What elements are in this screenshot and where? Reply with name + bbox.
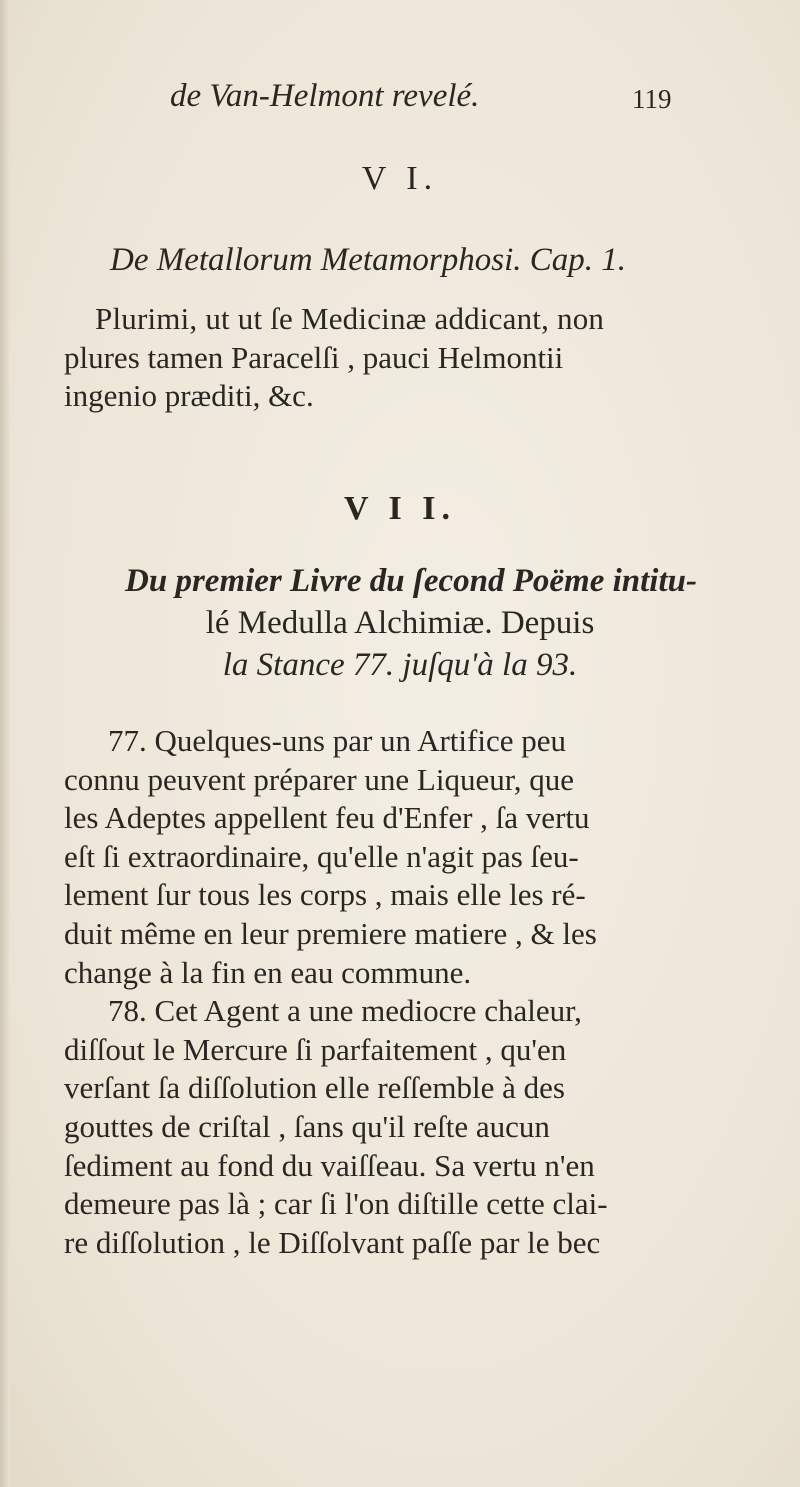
- text-line: plures tamen Paracelſi , pauci Helmontii: [64, 339, 564, 375]
- text-line: change à la fin en eau commune.: [64, 954, 472, 990]
- section-vi-title: De Metallorum Metamorphosi. Cap. 1.: [110, 242, 627, 278]
- text-line: gouttes de criſtal , ſans qu'il reſte aucun: [64, 1108, 550, 1144]
- title-line: la Stance 77. juſqu'à la 93.: [222, 647, 578, 683]
- text-line: re diſſolution , le Diſſolvant paſſe par le bec: [64, 1224, 601, 1260]
- text-line: verſant ſa diſſolution elle reſſemble à des: [64, 1070, 565, 1106]
- section-vi-text: [64, 300, 754, 416]
- text-line: les Adeptes appellent feu d'Enfer , ſa vertu: [64, 800, 590, 836]
- text-line: demeure pas là ; car ſi l'on diſtille cette clai-: [64, 1186, 608, 1222]
- text-line: ſediment au fond du vaiſſeau. Sa vertu n'en: [64, 1147, 595, 1183]
- page-number: 119: [632, 84, 672, 114]
- text-line: connu peuvent préparer une Liqueur, que: [64, 761, 575, 797]
- section-vi-heading: V I.: [361, 160, 439, 197]
- section-vii-heading: V I I.: [344, 490, 456, 527]
- section-vii-title: [30, 560, 770, 686]
- text-line: 77. Quelques-uns par un Artifice peu: [108, 723, 566, 758]
- text-line: Plurimi, ut ut ſe Medicinæ addicant, non: [95, 301, 605, 336]
- title-line: Du premier Livre du ſecond Poëme intitu-: [125, 563, 697, 599]
- title-line: lé Medulla Alchimiæ. Depuis: [205, 605, 595, 641]
- page-edge: [0, 0, 10, 1487]
- running-head: de Van-Helmont revelé.: [170, 78, 480, 114]
- text-line: diſſout le Mercure ſi parfaitement , qu'en: [64, 1031, 567, 1067]
- text-line: lement ſur tous les corps , mais elle les ré-: [64, 877, 586, 913]
- text-line: eſt ſi extraordinaire, qu'elle n'agit pas ſeu-: [64, 838, 579, 874]
- text-line: 78. Cet Agent a une mediocre chaleur,: [108, 993, 582, 1029]
- section-vii-text: [64, 722, 754, 1262]
- text-line: ingenio præditi, &c.: [64, 378, 314, 414]
- text-line: duit même en leur premiere matiere , & les: [64, 915, 597, 951]
